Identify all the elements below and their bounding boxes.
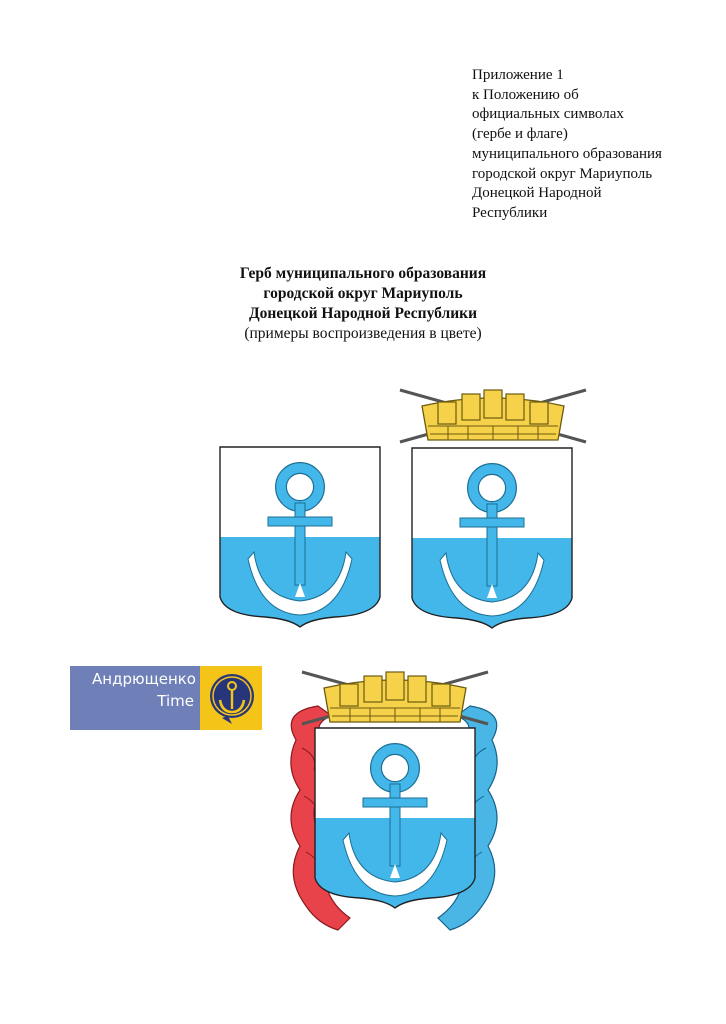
- arms-crown: [302, 672, 488, 724]
- watermark-badge: [70, 666, 262, 730]
- title-line: Донецкой Народной Республики: [248, 305, 478, 322]
- appendix-line: Республики: [472, 204, 548, 221]
- crowned-shield: [412, 448, 572, 628]
- plain-shield: [220, 447, 380, 627]
- anchor-logo-icon: [208, 672, 256, 724]
- crown-icon: [400, 390, 586, 442]
- appendix-line: городской округ Мариуполь: [472, 165, 653, 182]
- appendix-line: муниципального образования: [472, 145, 662, 162]
- watermark-right-panel: [200, 666, 262, 730]
- appendix-line: (гербе и флаге): [472, 126, 568, 143]
- title-subtitle: (примеры воспроизведения в цвете): [244, 325, 482, 342]
- appendix-line: Приложение 1: [472, 67, 564, 83]
- title-line: Герб муниципального образования: [239, 265, 487, 282]
- appendix-line: к Положению об: [472, 86, 579, 103]
- title-line: городской округ Мариуполь: [263, 285, 463, 302]
- watermark-line1: Андрющенко: [92, 670, 196, 688]
- appendix-line: Донецкой Народной: [472, 185, 602, 202]
- watermark-left-panel: [70, 666, 200, 730]
- appendix-line: официальных символах: [472, 106, 624, 123]
- watermark-line2: Time: [157, 692, 194, 710]
- arms-shield: [315, 728, 475, 908]
